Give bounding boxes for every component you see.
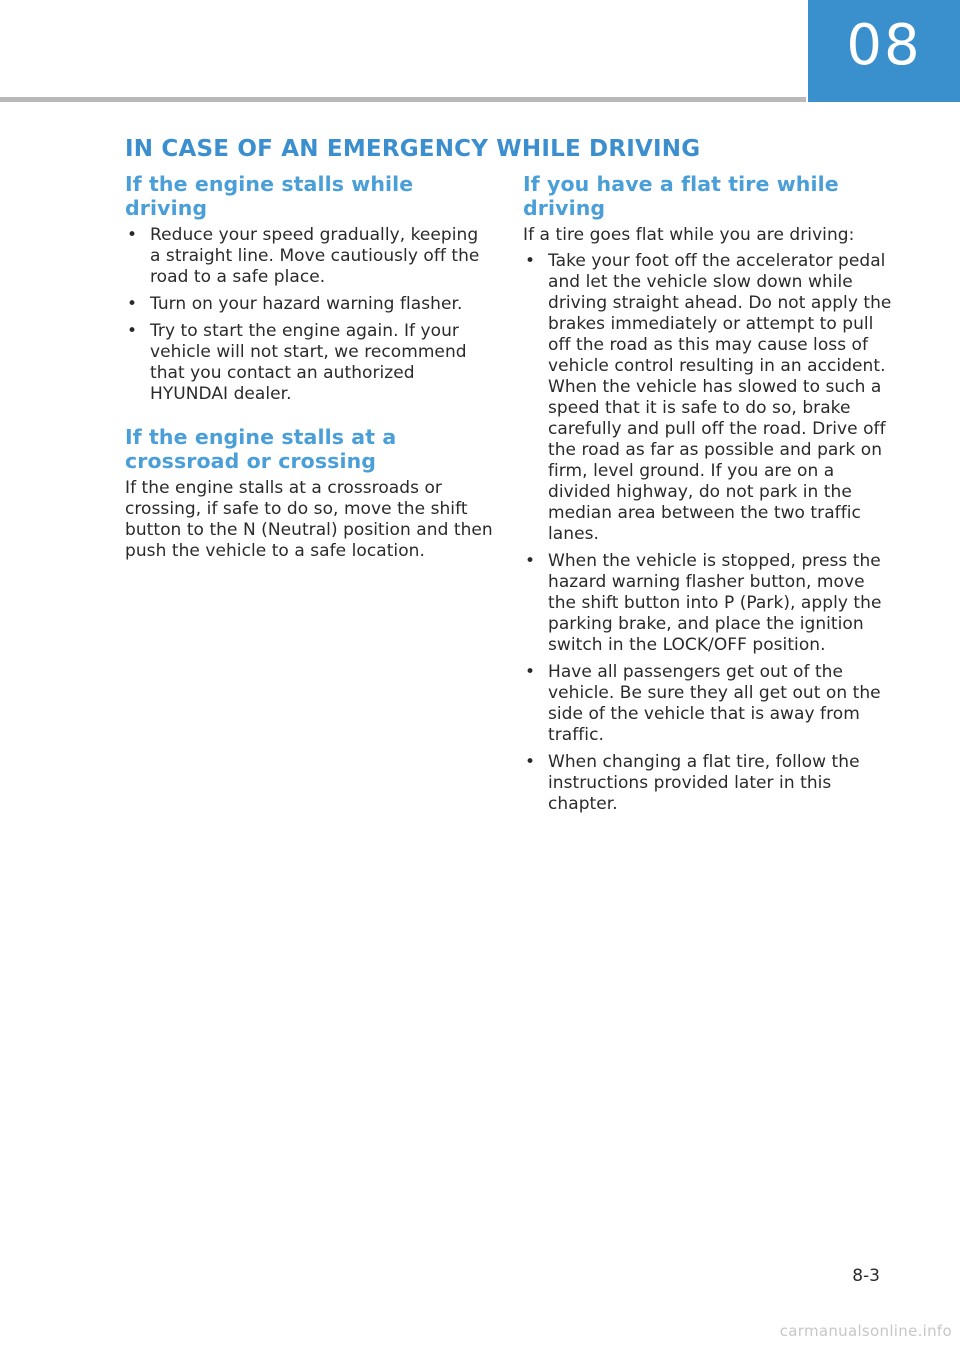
bullet-icon: • <box>127 321 138 341</box>
list-item: • Try to start the engine again. If your vehicle will not start, we recommend that you contact an authorized HYUNDAI dealer. <box>127 321 467 404</box>
crossroad-paragraph: If the engine stalls at a crossroads or crossing, if safe to do so, move the shift button to the N (Neutral) position and then push the vehicle to a safe location. <box>125 478 493 561</box>
bullet-icon: • <box>525 662 536 682</box>
heading-engine-stalls-driving: If the engine stalls while driving <box>125 172 414 220</box>
list-item: • Reduce your speed gradually, keeping a straight line. Move cautiously off the road to a safe place. <box>127 225 480 287</box>
bullet-icon: • <box>525 752 536 772</box>
heading-engine-stalls-crossroad: If the engine stalls at a crossroad or crossing <box>125 425 397 473</box>
bullet-icon: • <box>127 294 138 314</box>
heading-flat-tire: If you have a flat tire while driving <box>523 172 839 220</box>
right-column <box>523 172 893 821</box>
list-item: • Have all passengers get out of the vehicle. Be sure they all get out on the side of the vehicle that is away from traffic. <box>525 662 881 745</box>
bullet-icon: • <box>525 551 536 571</box>
flat-tire-list <box>523 251 893 815</box>
watermark-link[interactable]: carmanualsonline.info <box>779 1322 952 1340</box>
stall-driving-list <box>125 225 493 405</box>
list-item: • Take your foot off the accelerator pedal and let the vehicle slow down while driving straight ahead. Do not apply the brakes immediately or attempt to pull off the road as this may cause loss of vehicle control resulting in an accident. When the vehicle has slowed to such a speed that it is safe to do so, brake carefully and pull off the road. Drive off the road as far as possible and park on firm, level ground. If you are on a divided highway, do not park in the median area between the two traffic lanes. <box>525 251 892 544</box>
list-item: • Turn on your hazard warning flasher. <box>127 294 463 314</box>
left-column <box>125 172 493 567</box>
list-item: • When the vehicle is stopped, press the hazard warning flasher button, move the shift button into P (Park), apply the parking brake, and place the ignition switch in the LOCK/OFF position. <box>525 551 882 655</box>
chapter-tab <box>808 0 960 102</box>
list-item: • When changing a flat tire, follow the instructions provided later in this chapter. <box>525 752 860 814</box>
flat-tire-intro: If a tire goes flat while you are driving: <box>523 225 855 245</box>
chapter-number: 08 <box>846 12 922 78</box>
page-number: 8-3 <box>852 1266 880 1286</box>
bullet-icon: • <box>127 225 138 245</box>
header-rule <box>0 97 806 102</box>
bullet-icon: • <box>525 251 536 271</box>
section-title: IN CASE OF AN EMERGENCY WHILE DRIVING <box>125 136 701 162</box>
